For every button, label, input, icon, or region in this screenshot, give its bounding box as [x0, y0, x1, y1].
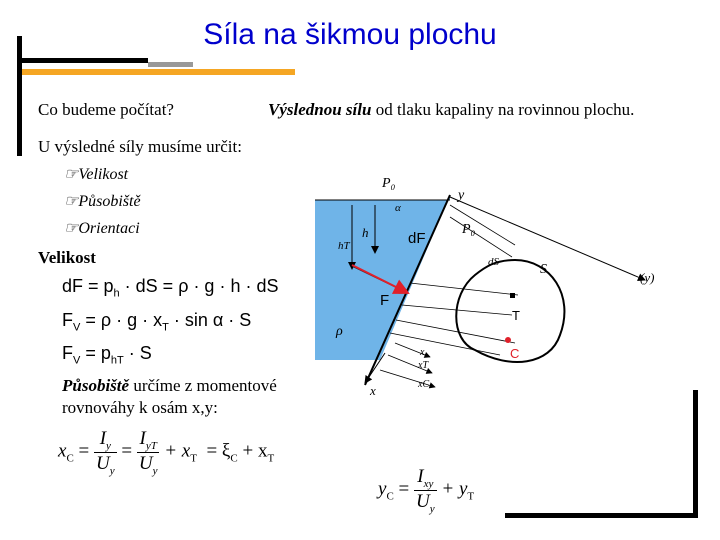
pusobiste-bold: Působiště: [62, 376, 130, 395]
formula-fv-2: $F_V = p_{hT} \cdot S$: [62, 343, 152, 367]
pointing-hand-icon: ☞: [64, 193, 79, 210]
formula-yc: $y_C$ = $\frac{I_{xy}}{U_y}$ + $y_T$: [378, 466, 475, 515]
point-t: [510, 293, 515, 298]
page-title: Síla na šikmou plochu: [203, 18, 497, 51]
svg-text:F: F: [380, 292, 390, 309]
svg-text:ρ: ρ: [336, 324, 343, 339]
svg-text:C: C: [510, 346, 520, 361]
formula-fv-1: $F_V = \rho \cdot g \cdot x_T \cdot \sin \alpha \cdot S$: [62, 310, 252, 334]
svg-text:hT: hT: [338, 240, 350, 252]
intro-answer: [268, 100, 634, 120]
svg-text:P₀: P₀: [382, 176, 396, 191]
intro-answer-rest: od tlaku kapaliny na rovinnou plochu.: [375, 100, 635, 119]
svg-text:α: α: [395, 202, 401, 214]
intro-question: Co budeme počítat?: [38, 100, 174, 119]
determine-heading: U výsledné síly musíme určit:: [38, 137, 242, 156]
svg-text:P₀: P₀: [462, 222, 476, 237]
formula-xc: $x_C$ = $\frac{I_y}{U_y}$ = $\frac{I_{yT}}{U_y}$ + $x_T = \xi_C + x_T$: [58, 428, 275, 477]
y-axis-line: [450, 197, 645, 280]
intro-answer-bold: Výslednou sílu: [268, 100, 372, 119]
svg-text:y: y: [458, 188, 465, 203]
svg-text:dF: dF: [408, 230, 426, 247]
svg-text:(y): (y): [640, 270, 655, 285]
determine-item-velikost: ☞Velikost: [64, 166, 129, 183]
determine-item-orientaci: ☞Orientaci: [64, 220, 140, 237]
svg-text:x: x: [420, 347, 425, 358]
point-c: [505, 337, 511, 343]
inclined-surface-diagram: [300, 165, 700, 405]
frame-top-black-bar: [17, 58, 148, 63]
svg-text:T: T: [512, 308, 520, 323]
svg-text:xT: xT: [418, 360, 428, 371]
pointing-hand-icon: ☞: [64, 220, 79, 237]
pusobiste-text-1: Působiště určíme z momentové: [62, 376, 277, 395]
svg-text:xC: xC: [418, 379, 430, 390]
svg-text:dS: dS: [488, 256, 499, 268]
frame-orange-bar: [22, 69, 295, 75]
frame-right-vertical: [693, 390, 698, 518]
svg-text:S: S: [540, 262, 547, 277]
pusobiste-text-2: rovnováhy k osám x,y:: [62, 398, 218, 417]
frame-left-vertical: [17, 36, 22, 156]
formula-df: dF = $p_h$ · dS = ρ · g · h · dS: [62, 276, 279, 300]
svg-text:h: h: [362, 225, 369, 240]
frame-bottom-bar: [505, 513, 698, 518]
velikost-heading: Velikost: [38, 248, 96, 267]
pointing-hand-icon: ☞: [64, 166, 79, 183]
svg-text:x: x: [370, 383, 376, 398]
frame-gray-bar: [148, 62, 193, 67]
determine-item-pusobiste: ☞Působiště: [64, 193, 141, 210]
